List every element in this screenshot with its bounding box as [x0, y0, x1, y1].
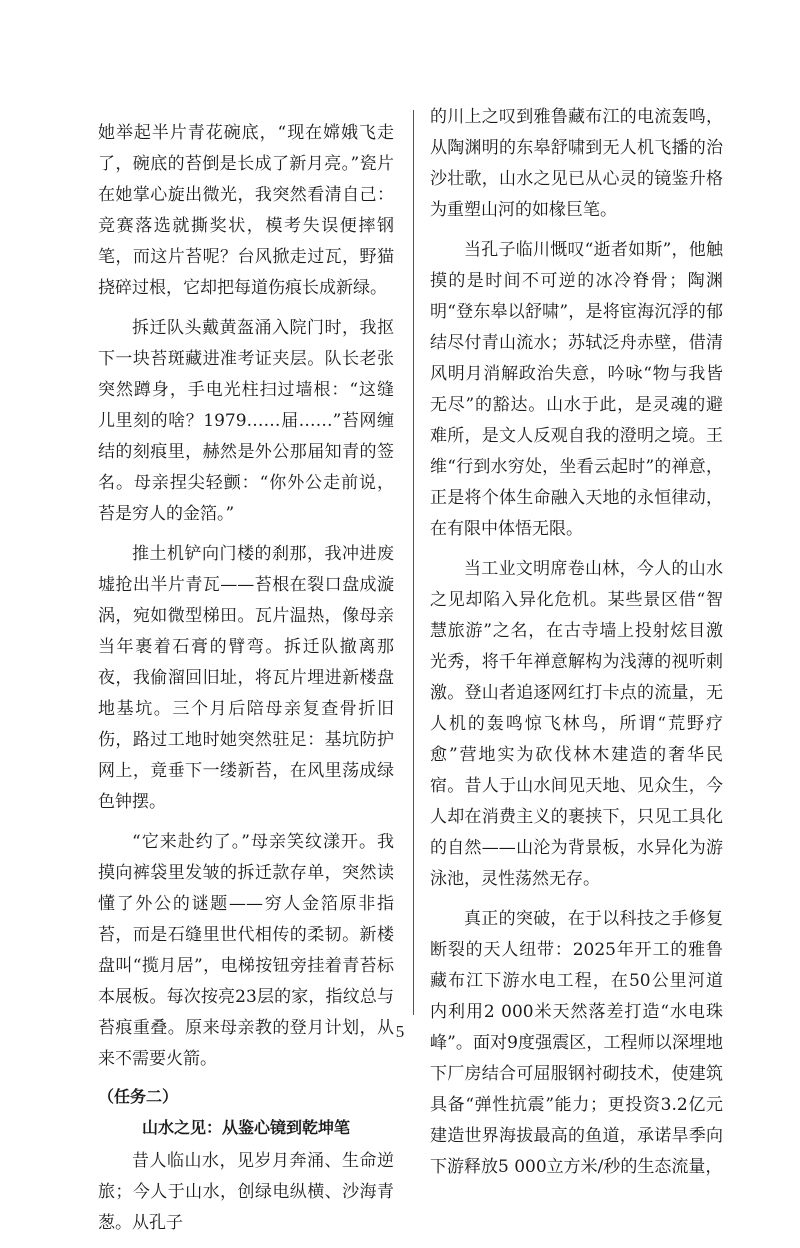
left-column	[98, 118, 394, 1248]
paragraph-left-3: 推土机铲向门楼的刹那，我冲进废墟抢出半片青瓦——苔根在裂口盘成漩涡，宛如微型梯田。瓦片温热，像母亲当年裹着石膏的臂弯。拆迁队撤离那夜，我偷溜回旧址，将瓦片埋进新楼盘地基坑。三个月后陪母亲复查骨折旧伤，路过工地时她突然驻足：基坑防护网上，竟垂下一缕新苔，在风里荡成绿色钟摆。	[98, 544, 394, 812]
paragraph-right-4: 真正的突破，在于以科技之手修复断裂的天人纽带：2025年开工的雅鲁藏布江下游水电工程，在50公里河道内利用2 000米天然落差打造“水电珠峰”。面对9度强震区，工程师以深埋地下厂房结合可屈服钢衬砌技术，使建筑具备“弹性抗震”能力；更投资3.2亿元建造世界海拔最高的鱼道，承诺旱季向下游释放5 000立方米/秒的生态流量，	[430, 909, 723, 1177]
paragraph-left-5: 昔人临山水，见岁月奔涌、生命逆旅；今人于山水，创绿电纵横、沙海青葱。从孔子	[98, 1151, 394, 1233]
page-number: 5	[395, 1022, 405, 1041]
task-label: （任务二）	[98, 1087, 179, 1106]
paragraph-right-1: 的川上之叹到雅鲁藏布江的电流轰鸣，从陶渊明的东皋舒啸到无人机飞播的治沙壮歌，山水之见已从心灵的镜鉴升格为重塑山河的如椽巨笔。	[430, 107, 723, 220]
section-title: 山水之见：从鉴心镜到乾坤笔	[141, 1118, 350, 1137]
paragraph-left-2: 拆迁队头戴黄盔涌入院门时，我抠下一块苔斑藏进准考证夹层。队长老张突然蹲身，手电光柱扫过墙根：“这缝儿里刻的啥？1979……届……”苔网缠结的刻痕里，赫然是外公那届知青的签名。母亲捏尖轻颤：“你外公走前说，苔是穷人的金箔。”	[98, 318, 394, 524]
paragraph-right-2: 当孔子临川慨叹“逝者如斯”，他触摸的是时间不可逆的冰冷脊骨；陶渊明“登东皋以舒啸”，是将宦海沉浮的郁结尽付青山流水；苏轼泛舟赤壁，借清风明月消解政治失意，吟咏“物与我皆无尽”的豁达。山水于此，是灵魂的避难所，是文人反观自我的澄明之境。王维“行到水穷处，坐看云起时”的禅意，正是将个体生命融入天地的永恒律动，在有限中体悟无限。	[430, 240, 723, 539]
paragraph-left-4: “它来赴约了。”母亲笑纹漾开。我摸向裤袋里发皱的拆迁款存单，突然读懂了外公的谜题——穷人金箔原非指苔，而是石缝里世代相传的柔韧。新楼盘叫“揽月居”，电梯按钮旁挂着青苔标本展板。每次按亮23层的家，指纹总与苔痕重叠。原来母亲教的登月计划，从来不需要火箭。	[98, 832, 394, 1069]
paragraph-left-1: 她举起半片青花碗底，“现在嫦娥飞走了，碗底的苔倒是长成了新月亮。”瓷片在她掌心旋出微光，我突然看清自己：竞赛落选就撕奖状，模考失误便摔钢笔，而这片苔呢？台风掀走过瓦，野猫挠碎过根，它却把每道伤痕长成新绿。	[98, 123, 394, 298]
paragraph-right-3: 当工业文明席卷山林，今人的山水之见却陷入异化危机。某些景区借“智慧旅游”之名，在古寺墙上投射炫目激光秀，将千年禅意解构为浅薄的视听刺激。登山者追逐网红打卡点的流量，无人机的轰鸣惊飞林鸟，所谓“荒野疗愈”营地实为砍伐林木建造的奢华民宿。昔人于山水间见天地、见众生，今人却在消费主义的裹挟下，只见工具化的自然——山沦为背景板，水异化为游泳池，灵性荡然无存。	[430, 559, 723, 889]
column-divider	[413, 110, 414, 1015]
